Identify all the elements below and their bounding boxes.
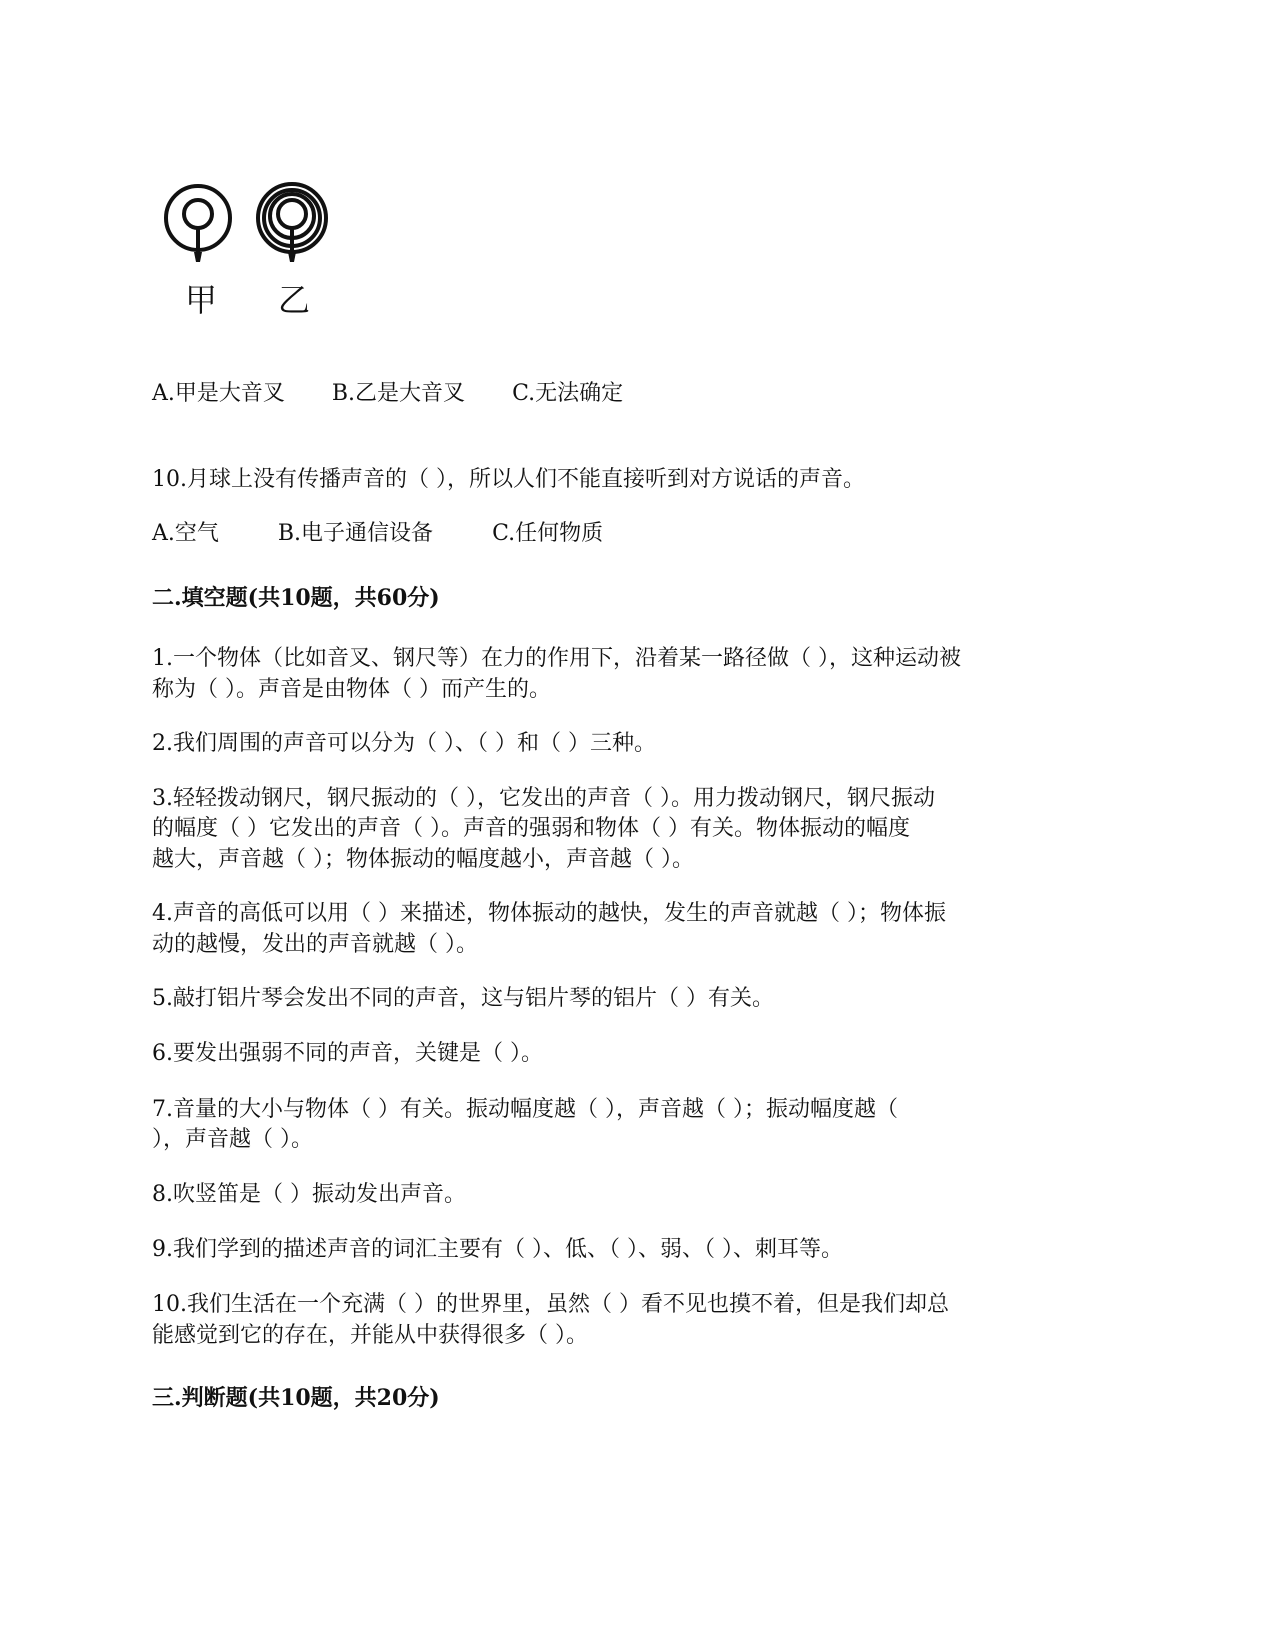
fill-q10-line2: 能感觉到它的存在，并能从中获得很多（ ）。: [152, 1323, 588, 1348]
fill-q3-line2: 的幅度（ ）它发出的声音（ ）。声音的强弱和物体（ ）有关。物体振动的幅度: [152, 816, 910, 841]
fill-q5: 5.敲打铝片琴会发出不同的声音，这与铝片琴的铝片（ ）有关。: [152, 986, 774, 1011]
q9-option-a: A.甲是大音叉: [152, 381, 285, 406]
fill-q7-line1: 7.音量的大小与物体（ ）有关。振动幅度越（ ），声音越（ ）；振动幅度越（: [152, 1097, 898, 1122]
q10-stem: 10.月球上没有传播声音的（ ），所以人们不能直接听到对方说话的声音。: [152, 467, 865, 492]
fill-q3-line1: 3.轻轻拨动钢尺，钢尺振动的（ ），它发出的声音（ ）。用力拨动钢尺，钢尺振动: [152, 786, 935, 811]
section-2-title: 二.填空题(共10题，共60分): [152, 585, 440, 611]
fill-q3-line3: 越大，声音越（ ）；物体振动的幅度越小，声音越（ ）。: [152, 847, 694, 872]
fork-label-b: 乙: [278, 281, 311, 319]
fill-q4-line2: 动的越慢，发出的声音就越（ ）。: [152, 932, 478, 957]
fill-q4-line1: 4.声音的高低可以用（ ）来描述，物体振动的越快，发生的声音就越（ ）；物体振: [152, 901, 946, 926]
q9-option-c: C.无法确定: [512, 381, 624, 406]
q10-option-b: B.电子通信设备: [277, 521, 434, 546]
section-3-title: 三.判断题(共10题，共20分): [152, 1385, 440, 1411]
fork-a-icon: [166, 186, 230, 254]
q9-options: [152, 378, 623, 410]
q10-options: [152, 518, 603, 550]
fill-q1-line1: 1.一个物体（比如音叉、钢尺等）在力的作用下，沿着某一路径做（ ），这种运动被: [152, 646, 961, 671]
fill-q8: 8.吹竖笛是（ ）振动发出声音。: [152, 1182, 466, 1207]
fork-b-icon: [258, 184, 326, 254]
q9-option-b: B.乙是大音叉: [331, 381, 466, 406]
fill-q10-line1: 10.我们生活在一个充满（ ）的世界里，虽然（ ）看不见也摸不着，但是我们却总: [152, 1292, 949, 1317]
fill-q7-line2: ），声音越（ ）。: [152, 1127, 313, 1152]
fill-q2: 2.我们周围的声音可以分为（ ）、（ ）和（ ）三种。: [152, 731, 656, 756]
tuning-fork-illustration: [160, 182, 360, 282]
fork-label-a: 甲: [185, 281, 218, 319]
fill-q6: 6.要发出强弱不同的声音，关键是（ ）。: [152, 1041, 543, 1066]
q10-option-c: C.任何物质: [492, 521, 604, 546]
q10-option-a: A.空气: [152, 521, 219, 546]
fill-q9: 9.我们学到的描述声音的词汇主要有（ ）、低、（ ）、弱、（ ）、刺耳等。: [152, 1237, 843, 1262]
fill-q1-line2: 称为（ ）。声音是由物体（ ）而产生的。: [152, 677, 551, 702]
